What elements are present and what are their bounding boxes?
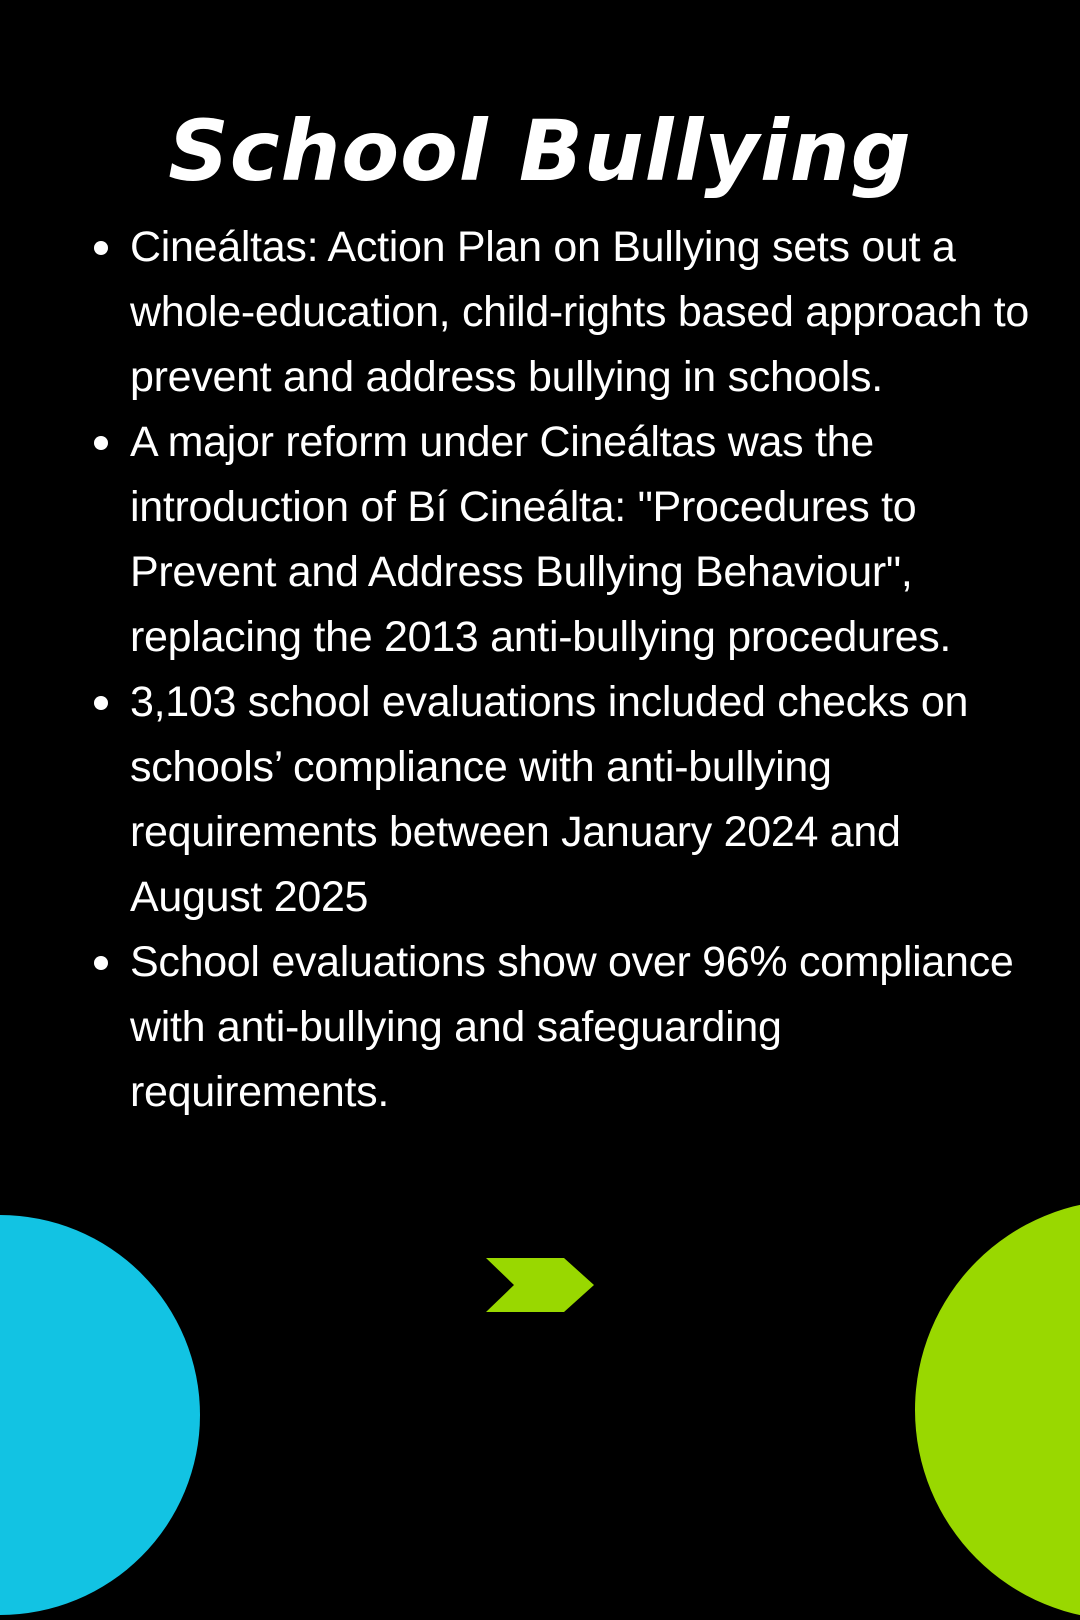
page-title: School Bullying [168, 102, 912, 201]
next-arrow-icon[interactable] [486, 1258, 594, 1312]
list-item [130, 215, 1030, 410]
list-item [130, 670, 1030, 930]
decorative-circle-green [915, 1200, 1080, 1620]
bullet-icon [94, 241, 108, 255]
next-arrow-shape [486, 1258, 594, 1312]
list-item-text: 3,103 school evaluations included checks on schools’ compliance with anti-bullying requirements between January 2024 and August 2025 [130, 678, 969, 921]
decorative-circle-blue [0, 1215, 200, 1615]
list-item-text: A major reform under Cineáltas was the introduction of Bí Cineálta: "Procedures to Prevent and Address Bullying Behaviour", replacing the 2013 anti-bullying procedures. [130, 418, 952, 661]
bullet-icon [94, 956, 108, 970]
list-item [130, 410, 1030, 670]
bullet-icon [94, 436, 108, 450]
bullet-icon [94, 696, 108, 710]
list-item-text: School evaluations show over 96% compliance with anti-bullying and safeguarding requirements. [130, 938, 1014, 1116]
list-item-text: Cineáltas: Action Plan on Bullying sets out a whole-education, child-rights based approach to prevent and address bullying in schools. [130, 223, 1030, 401]
bullet-list [130, 215, 1030, 1125]
list-item [130, 930, 1030, 1125]
